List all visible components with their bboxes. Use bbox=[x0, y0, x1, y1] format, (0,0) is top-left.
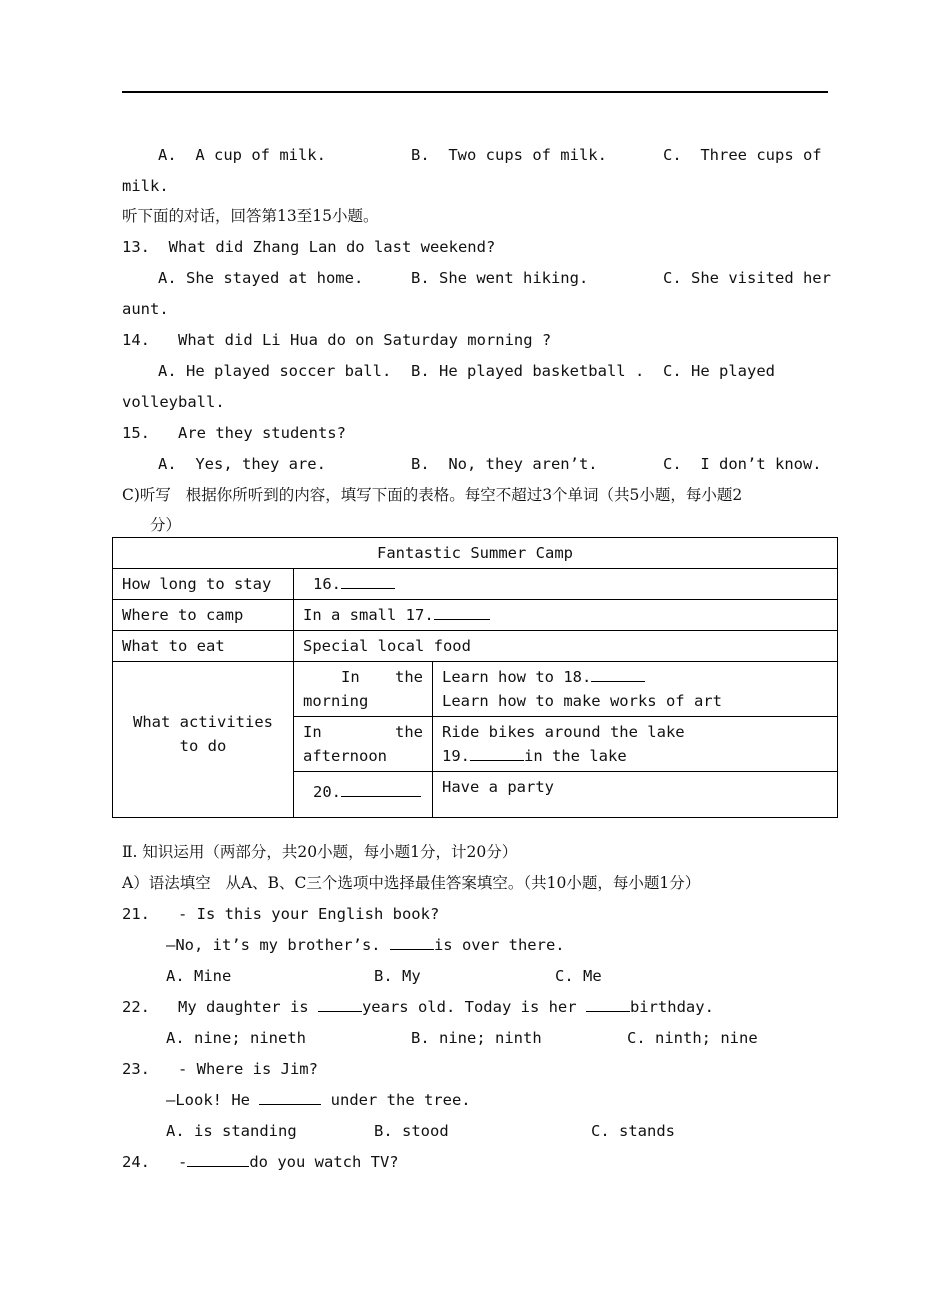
q22-stem-3: birthday. bbox=[629, 998, 714, 1016]
blank-20[interactable] bbox=[341, 782, 421, 797]
q22-stem-2: years old. Today is her bbox=[361, 998, 586, 1016]
q23-blank[interactable] bbox=[259, 1090, 321, 1105]
q24-stem-pre: 24. - bbox=[122, 1153, 188, 1171]
morning-act-2: Learn how to make works of art bbox=[442, 692, 722, 710]
q13-option-c: C. She visited her bbox=[663, 269, 831, 287]
q14-option-c-wrap: volleyball. bbox=[122, 393, 225, 411]
q15-option-c: C. I don’t know. bbox=[663, 455, 822, 473]
q21-option-b: B. My bbox=[374, 967, 421, 985]
activities-label-line2: to do bbox=[179, 737, 227, 755]
blank-19-number: 19. bbox=[442, 747, 470, 765]
q23-reply bbox=[166, 1090, 471, 1110]
blank-16-number: 16. bbox=[313, 575, 341, 593]
q24-blank[interactable] bbox=[187, 1152, 249, 1167]
q23-option-b: B. stood bbox=[374, 1122, 449, 1140]
q22-stem-1: 22. My daughter is bbox=[122, 998, 318, 1016]
q14-option-b: B. He played basketball . bbox=[411, 362, 645, 380]
activities-label bbox=[113, 662, 294, 818]
q12-option-a: A. A cup of milk. bbox=[158, 146, 326, 164]
activities-label-line1: What activities bbox=[133, 713, 273, 731]
blank-17[interactable] bbox=[434, 605, 490, 620]
q13-stem: 13. What did Zhang Lan do last weekend? bbox=[122, 238, 496, 256]
q14-stem: 14. What did Li Hua do on Saturday morning ? bbox=[122, 331, 552, 349]
blank-20-number: 20. bbox=[313, 783, 341, 801]
q22-stem bbox=[122, 997, 714, 1017]
afternoon-cell bbox=[294, 717, 433, 772]
blank-16[interactable] bbox=[341, 574, 395, 589]
q21-option-c: C. Me bbox=[555, 967, 602, 985]
row-eat-value: Special local food bbox=[294, 631, 838, 662]
summer-camp-table bbox=[112, 537, 838, 818]
morning-word: morning bbox=[303, 692, 369, 710]
q23-option-c: C. stands bbox=[591, 1122, 675, 1140]
section-13-15-intro: 听下面的对话，回答第13至15小题。 bbox=[122, 207, 379, 225]
row-stay-label: How long to stay bbox=[113, 569, 294, 600]
q23-option-a: A. is standing bbox=[166, 1122, 297, 1140]
row-where-value bbox=[294, 600, 838, 631]
header-rule bbox=[122, 91, 828, 93]
part-ii-title: Ⅱ. 知识运用（两部分，共20小题，每小题1分，计20分） bbox=[122, 843, 518, 861]
q22-blank-2[interactable] bbox=[586, 997, 630, 1012]
q22-option-a: A. nine; nineth bbox=[166, 1029, 306, 1047]
q15-option-a: A. Yes, they are. bbox=[158, 455, 326, 473]
q12-option-c-wrap: milk. bbox=[122, 177, 169, 195]
morning-act-1: Learn how to 18. bbox=[442, 668, 592, 686]
q13-option-a: A. She stayed at home. bbox=[158, 269, 364, 287]
afternoon-activities bbox=[433, 717, 838, 772]
q22-option-b: B. nine; ninth bbox=[411, 1029, 542, 1047]
q13-option-b: B. She went hiking. bbox=[411, 269, 589, 287]
row-stay-value bbox=[294, 569, 838, 600]
q22-option-c: C. ninth; nine bbox=[627, 1029, 758, 1047]
q21-option-a: A. Mine bbox=[166, 967, 232, 985]
q23-reply-pre: –Look! He bbox=[166, 1091, 260, 1109]
row-where-label: Where to camp bbox=[113, 600, 294, 631]
blank-18[interactable] bbox=[591, 667, 645, 682]
afternoon-act-2-rest: in the lake bbox=[524, 747, 627, 765]
q20-cell bbox=[294, 772, 433, 818]
afternoon-the: the bbox=[395, 723, 423, 741]
q14-option-c: C. He played bbox=[663, 362, 775, 380]
q13-option-c-wrap: aunt. bbox=[122, 300, 169, 318]
blank-17-prefix: In a small 17. bbox=[303, 606, 434, 624]
afternoon-in: In bbox=[303, 723, 322, 741]
morning-cell bbox=[294, 662, 433, 717]
q24-stem bbox=[122, 1152, 399, 1172]
q15-option-b: B. No, they aren’t. bbox=[411, 455, 598, 473]
row-eat-label: What to eat bbox=[113, 631, 294, 662]
afternoon-act-1: Ride bikes around the lake bbox=[442, 723, 685, 741]
part-ii-a-intro: A）语法填空 从A、B、C三个选项中选择最佳答案填空。（共10小题，每小题1分） bbox=[122, 874, 701, 892]
morning-activities bbox=[433, 662, 838, 717]
q24-stem-post: do you watch TV? bbox=[249, 1153, 399, 1171]
section-c-instructions-wrap: 分） bbox=[150, 516, 182, 534]
afternoon-word: afternoon bbox=[303, 747, 387, 765]
q21-reply bbox=[166, 935, 565, 955]
q21-stem: 21. - Is this your English book? bbox=[122, 905, 440, 923]
q22-blank-1[interactable] bbox=[318, 997, 362, 1012]
q15-stem: 15. Are they students? bbox=[122, 424, 346, 442]
q23-stem: 23. - Where is Jim? bbox=[122, 1060, 318, 1078]
q23-reply-post: under the tree. bbox=[321, 1091, 471, 1109]
morning-in: In bbox=[341, 668, 360, 686]
q20-activity: Have a party bbox=[433, 772, 838, 818]
q21-reply-pre: –No, it’s my brother’s. bbox=[166, 936, 390, 954]
q14-option-a: A. He played soccer ball. bbox=[158, 362, 392, 380]
table-title: Fantastic Summer Camp bbox=[113, 538, 838, 569]
q12-option-c: C. Three cups of bbox=[663, 146, 822, 164]
q21-blank[interactable] bbox=[390, 935, 434, 950]
blank-19[interactable] bbox=[470, 746, 524, 761]
section-c-instructions: C)听写 根据你所听到的内容，填写下面的表格。每空不超过3个单词（共5小题，每小题2 bbox=[122, 486, 743, 504]
q21-reply-post: is over there. bbox=[433, 936, 565, 954]
q12-option-b: B. Two cups of milk. bbox=[411, 146, 607, 164]
morning-the: the bbox=[395, 668, 423, 686]
